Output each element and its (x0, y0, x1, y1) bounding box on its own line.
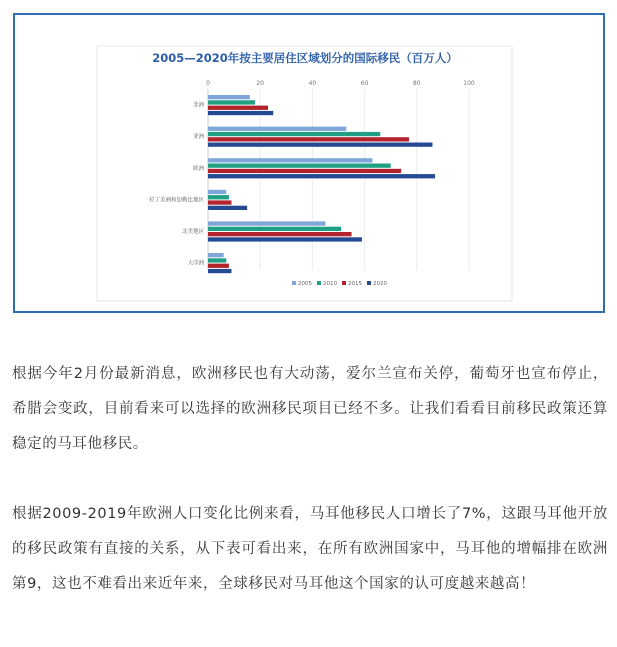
bar (208, 190, 226, 194)
category-label: 北美地区 (181, 229, 204, 235)
bar (208, 227, 341, 231)
article-paragraph-2: 根据2009-2019年欧洲人口变化比例来看，马耳他移民人口增长了7%，这跟马耳他开放的移民政策有直接的关系，从下表可看出来，在所有欧洲国家中，马耳他的增幅排在欧洲第9，这也不难看出来近年来，全球移民对马耳他这个国家的认可度越来越高！ (12, 506, 608, 592)
bar (208, 200, 231, 204)
bar (208, 253, 224, 257)
bar (208, 111, 273, 115)
bar (208, 221, 325, 225)
bar (208, 174, 435, 178)
x-tick-label: 40 (308, 80, 317, 87)
legend-swatch (367, 281, 371, 285)
category-label: 非洲 (192, 102, 204, 109)
chart-title: 2005—2020年按主要居住区域划分的国际移民（百万人） (152, 51, 458, 65)
bar (208, 100, 255, 104)
legend-label: 2005 (298, 281, 312, 287)
bar (208, 143, 432, 147)
bar (208, 132, 380, 136)
x-tick-label: 0 (206, 80, 210, 87)
chart-frame (13, 13, 605, 313)
category-label: 欧洲 (192, 165, 204, 172)
legend-label: 2010 (323, 281, 337, 287)
legend-swatch (317, 281, 321, 285)
legend-swatch (292, 281, 296, 285)
bar (208, 237, 362, 241)
legend-swatch (342, 281, 346, 285)
bar (208, 158, 372, 162)
plot-panel (97, 46, 512, 301)
x-tick-label: 20 (256, 80, 265, 87)
category-label: 拉丁美洲和加勒比地区 (148, 197, 204, 204)
article-paragraph-1: 根据今年2月份最新消息，欧洲移民也有大动荡，爱尔兰宣布关停，葡萄牙也宣布停止，希腊会变政，目前看来可以选择的欧洲移民项目已经不多。让我们看看目前移民政策还算稳定的马耳他移民。 (12, 366, 608, 452)
x-tick-label: 100 (463, 80, 475, 87)
bar-chart (15, 15, 603, 311)
bar (208, 137, 409, 141)
legend-label: 2015 (348, 281, 362, 287)
bar (208, 269, 231, 273)
bar (208, 232, 352, 236)
category-label: 亚洲 (192, 134, 204, 141)
bar (208, 169, 401, 173)
bar (208, 127, 346, 131)
bar (208, 106, 268, 110)
bar (208, 206, 247, 210)
bar (208, 264, 229, 268)
legend-label: 2020 (373, 281, 387, 287)
bar (208, 95, 250, 99)
x-tick-label: 60 (360, 80, 369, 87)
bar (208, 164, 391, 168)
bar (208, 195, 229, 199)
category-label: 大洋洲 (187, 260, 204, 267)
x-tick-label: 80 (412, 80, 421, 87)
bar (208, 258, 226, 262)
